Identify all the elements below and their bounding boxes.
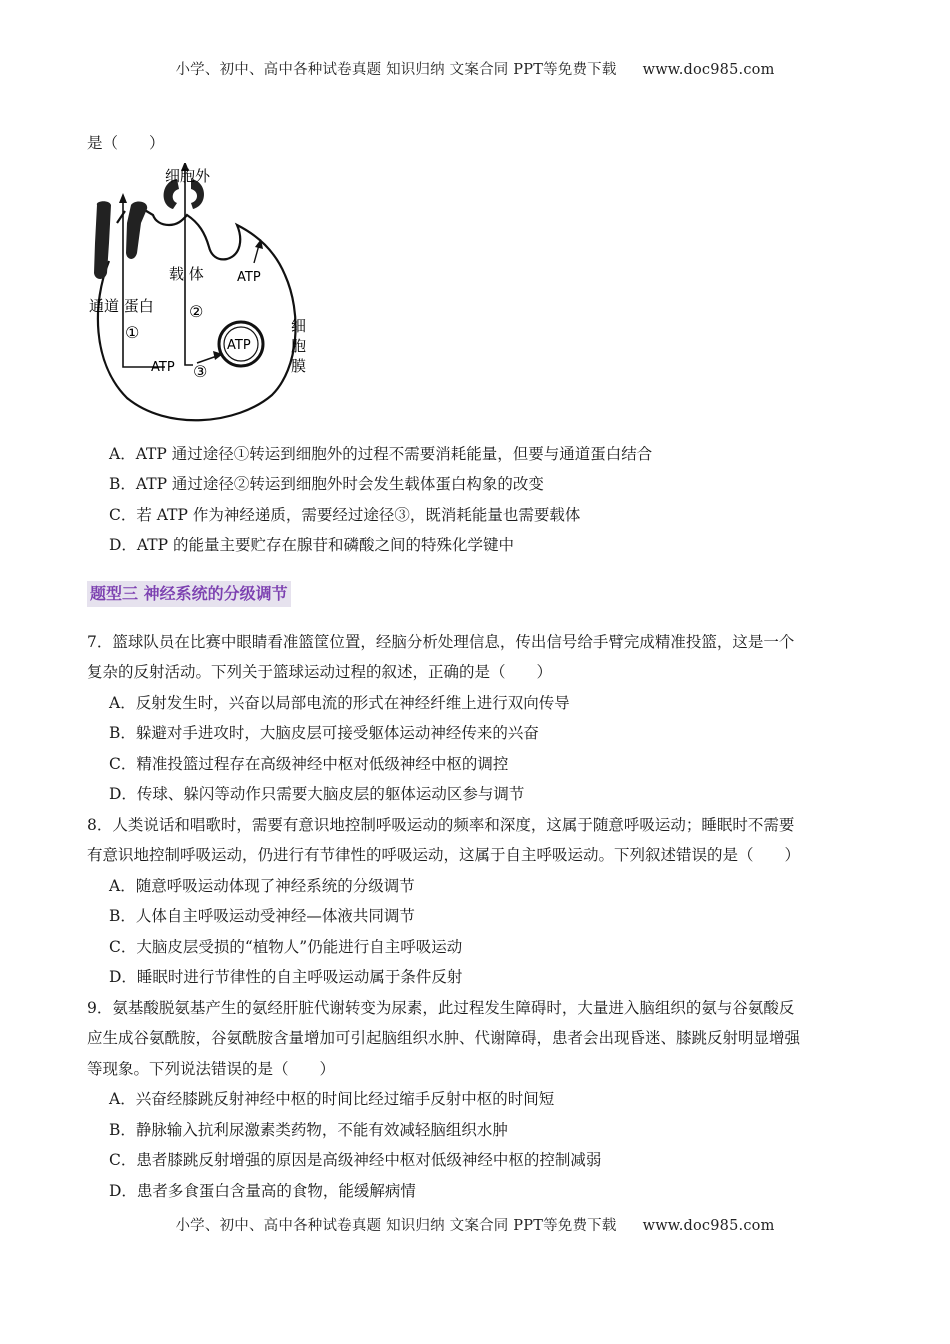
label-path-2: ② (189, 301, 204, 321)
q8-option-d: D．睡眠时进行节律性的自主呼吸运动属于条件反射 (109, 968, 463, 986)
q6-stem-tail: 是（ ） (87, 134, 165, 152)
section-title: 题型三 神经系统的分级调节 (87, 581, 291, 607)
cell-diagram (87, 163, 317, 433)
q7-stem-line-2: 复杂的反射活动。下列关于篮球运动过程的叙述，正确的是（ ） (87, 663, 553, 681)
page-content (87, 128, 862, 1206)
atp-transport-figure (87, 163, 317, 433)
header-text: 小学、初中、高中各种试卷真题 知识归纳 文案合同 PPT等免费下载 (175, 62, 617, 78)
q9-option-a: A．兴奋经膝跳反射神经中枢的时间比经过缩手反射中枢的时间短 (109, 1090, 555, 1108)
q8-option-b: B．人体自主呼吸运动受神经—体液共同调节 (109, 907, 415, 925)
label-atp-center: ATP (151, 359, 175, 375)
label-membrane-3: 膜 (291, 356, 307, 375)
q9-stem-line-3: 等现象。下列说法错误的是（ ） (87, 1059, 336, 1078)
label-atp-out: ATP (237, 269, 261, 285)
q7-option-b: B．躲避对手进攻时，大脑皮层可接受躯体运动神经传来的兴奋 (109, 724, 539, 742)
q9-option-c: C．患者膝跳反射增强的原因是高级神经中枢对低级神经中枢的控制减弱 (109, 1151, 602, 1169)
header-site: www.doc985.com (642, 62, 775, 78)
label-membrane-2: 胞 (291, 336, 307, 355)
label-atp-vesicle: ATP (227, 337, 251, 353)
channel-protein-right (126, 201, 147, 258)
q9-stem-line-2: 应生成谷氨酰胺，谷氨酰胺含量增加可引起脑组织水肿、代谢障碍，患者会出现昏迷、膝跳反射明显增强 (87, 1029, 801, 1047)
question-9 (87, 993, 862, 1207)
q9-option-d: D．患者多食蛋白含量高的食物，能缓解病情 (109, 1181, 416, 1200)
channel-protein-left (94, 201, 111, 279)
q7-option-c: C．精准投篮过程存在高级神经中枢对低级神经中枢的调控 (109, 754, 509, 773)
q8-option-a: A．随意呼吸运动体现了神经系统的分级调节 (109, 876, 415, 895)
page-header (0, 58, 950, 79)
label-path-3: ③ (193, 361, 208, 381)
q7-option-d: D．传球、躲闪等动作只需要大脑皮层的躯体运动区参与调节 (109, 785, 525, 803)
q9-stem-line-1: 9．氨基酸脱氨基产生的氨经肝脏代谢转变为尿素，此过程发生障碍时，大量进入脑组织的氨与谷氨酸反 (87, 998, 795, 1017)
q8-option-c: C．大脑皮层受损的“植物人”仍能进行自主呼吸运动 (109, 937, 463, 956)
question-7 (87, 627, 862, 810)
q7-stem-line-1: 7．篮球队员在比赛中眼睛看准篮筐位置，经脑分析处理信息，传出信号给手臂完成精准投篮，这是一个 (87, 632, 795, 651)
q7-option-a: A．反射发生时，兴奋以局部电流的形式在神经纤维上进行双向传导 (109, 693, 570, 712)
q6-option-c: C．若 ATP 作为神经递质，需要经过途径③，既消耗能量也需要载体 (109, 505, 581, 524)
label-membrane-1: 细 (291, 316, 307, 335)
label-carrier: 载 体 (169, 264, 204, 283)
q9-option-b: B．静脉输入抗利尿激素类药物，不能有效减轻脑组织水肿 (109, 1120, 508, 1139)
label-path-1: ① (125, 322, 140, 342)
q6-option-b: B．ATP 通过途径②转运到细胞外时会发生载体蛋白构象的改变 (109, 475, 544, 493)
footer-text: 小学、初中、高中各种试卷真题 知识归纳 文案合同 PPT等免费下载 (175, 1218, 617, 1234)
label-channel: 通道 蛋白 (89, 296, 154, 315)
q8-stem-line-1: 8．人类说话和唱歌时，需要有意识地控制呼吸运动的频率和深度，这属于随意呼吸运动；睡眠时不需要 (87, 815, 795, 834)
q6-option-d: D．ATP 的能量主要贮存在腺苷和磷酸之间的特殊化学键中 (109, 536, 514, 554)
label-outside: 细胞外 (165, 166, 211, 185)
q8-stem-line-2: 有意识地控制呼吸运动，仍进行有节律性的呼吸运动，这属于自主呼吸运动。下列叙述错误的是（ ） (87, 846, 801, 864)
q6-option-a: A．ATP 通过途径①转运到细胞外的过程不需要消耗能量，但要与通道蛋白结合 (109, 444, 653, 463)
question-8 (87, 810, 862, 993)
footer-site: www.doc985.com (642, 1218, 775, 1234)
page-footer (0, 1214, 950, 1235)
